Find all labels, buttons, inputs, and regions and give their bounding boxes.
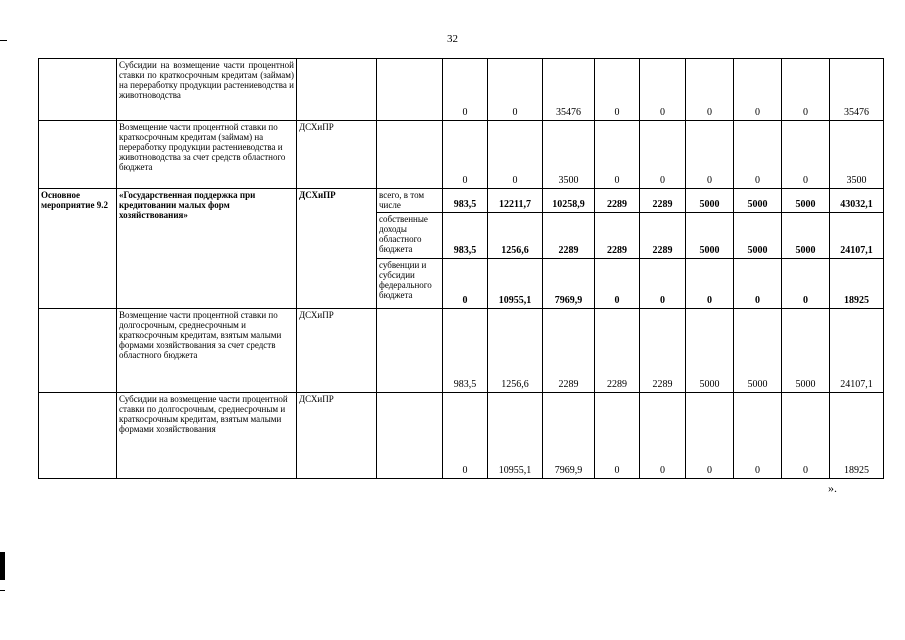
value-cell: 5000 bbox=[782, 309, 830, 393]
total-cell: 43032,1 bbox=[830, 189, 884, 213]
activity-name-cell: Субсидии на возмещение части процентной ставки по краткосрочным кредитам (займам) на переработку продукции растениеводства и животноводства bbox=[117, 59, 297, 121]
total-cell: 3500 bbox=[830, 121, 884, 189]
value-cell: 0 bbox=[686, 59, 734, 121]
value-cell: 0 bbox=[734, 259, 782, 309]
value-cell: 5000 bbox=[686, 189, 734, 213]
budget-table bbox=[38, 58, 884, 479]
executor-cell: ДСХиПР bbox=[297, 309, 377, 393]
value-cell: 7969,9 bbox=[543, 393, 595, 479]
value-cell: 0 bbox=[782, 121, 830, 189]
total-cell: 18925 bbox=[830, 393, 884, 479]
value-cell: 35476 bbox=[543, 59, 595, 121]
value-cell: 0 bbox=[595, 393, 640, 479]
value-cell: 2289 bbox=[543, 213, 595, 259]
value-cell: 0 bbox=[595, 259, 640, 309]
value-cell: 2289 bbox=[595, 213, 640, 259]
scan-edge-mark bbox=[0, 552, 5, 580]
value-cell: 0 bbox=[782, 59, 830, 121]
value-cell: 2289 bbox=[640, 213, 686, 259]
value-cell: 5000 bbox=[686, 309, 734, 393]
activity-name-cell: Возмещение части процентной ставки по долгосрочным, среднесрочным и краткосрочным кредитам, взятым малыми формами хозяйствования за счет средств областного бюджета bbox=[117, 309, 297, 393]
value-cell: 5000 bbox=[734, 309, 782, 393]
value-cell: 7969,9 bbox=[543, 259, 595, 309]
value-cell: 983,5 bbox=[443, 213, 488, 259]
activity-name-cell: Возмещение части процентной ставки по краткосрочным кредитам (займам) на переработку продукции растениеводства и животноводства за счет средств областного бюджета bbox=[117, 121, 297, 189]
value-cell: 2289 bbox=[640, 189, 686, 213]
value-cell: 0 bbox=[782, 393, 830, 479]
value-cell: 983,5 bbox=[443, 309, 488, 393]
executor-cell: ДСХиПР bbox=[297, 393, 377, 479]
closing-quote-mark: ». bbox=[828, 481, 837, 495]
funding-source-cell: собственные доходы областного бюджета bbox=[377, 213, 443, 259]
funding-source-cell bbox=[377, 309, 443, 393]
table-row bbox=[39, 309, 884, 393]
value-cell: 5000 bbox=[734, 213, 782, 259]
value-cell: 0 bbox=[734, 121, 782, 189]
value-cell: 0 bbox=[640, 393, 686, 479]
table-row bbox=[39, 189, 884, 213]
executor-cell bbox=[297, 59, 377, 121]
total-cell: 24107,1 bbox=[830, 309, 884, 393]
scan-edge-mark bbox=[0, 590, 5, 591]
value-cell: 0 bbox=[686, 259, 734, 309]
event-cell bbox=[39, 393, 117, 479]
value-cell: 2289 bbox=[595, 189, 640, 213]
funding-source-cell: субвенции и субсидии федерального бюджета bbox=[377, 259, 443, 309]
value-cell: 5000 bbox=[686, 213, 734, 259]
value-cell: 0 bbox=[782, 259, 830, 309]
executor-cell: ДСХиПР bbox=[297, 121, 377, 189]
executor-cell: ДСХиПР bbox=[297, 189, 377, 309]
value-cell: 2289 bbox=[595, 309, 640, 393]
total-cell: 24107,1 bbox=[830, 213, 884, 259]
value-cell: 1256,6 bbox=[488, 213, 543, 259]
value-cell: 0 bbox=[595, 59, 640, 121]
value-cell: 0 bbox=[443, 259, 488, 309]
value-cell: 0 bbox=[443, 59, 488, 121]
value-cell: 2289 bbox=[543, 309, 595, 393]
value-cell: 5000 bbox=[782, 189, 830, 213]
table-row bbox=[39, 121, 884, 189]
value-cell: 0 bbox=[488, 121, 543, 189]
value-cell: 0 bbox=[640, 59, 686, 121]
event-cell bbox=[39, 59, 117, 121]
value-cell: 1256,6 bbox=[488, 309, 543, 393]
value-cell: 0 bbox=[443, 393, 488, 479]
funding-source-cell: всего, в том числе bbox=[377, 189, 443, 213]
value-cell: 10258,9 bbox=[543, 189, 595, 213]
table-row bbox=[39, 59, 884, 121]
value-cell: 0 bbox=[443, 121, 488, 189]
value-cell: 10955,1 bbox=[488, 259, 543, 309]
value-cell: 0 bbox=[640, 259, 686, 309]
value-cell: 5000 bbox=[734, 189, 782, 213]
value-cell: 3500 bbox=[543, 121, 595, 189]
event-cell bbox=[39, 309, 117, 393]
funding-source-cell bbox=[377, 393, 443, 479]
value-cell: 0 bbox=[640, 121, 686, 189]
total-cell: 18925 bbox=[830, 259, 884, 309]
activity-name-cell: Субсидии на возмещение части процентной ставки по долгосрочным, среднесрочным и краткосрочным кредитам, взятым малыми формами хозяйствования bbox=[117, 393, 297, 479]
value-cell: 0 bbox=[686, 393, 734, 479]
funding-source-cell bbox=[377, 121, 443, 189]
value-cell: 0 bbox=[734, 393, 782, 479]
value-cell: 5000 bbox=[782, 213, 830, 259]
funding-source-cell bbox=[377, 59, 443, 121]
value-cell: 12211,7 bbox=[488, 189, 543, 213]
event-cell: Основное мероприятие 9.2 bbox=[39, 189, 117, 309]
value-cell: 0 bbox=[686, 121, 734, 189]
value-cell: 10955,1 bbox=[488, 393, 543, 479]
value-cell: 0 bbox=[488, 59, 543, 121]
value-cell: 0 bbox=[595, 121, 640, 189]
total-cell: 35476 bbox=[830, 59, 884, 121]
value-cell: 2289 bbox=[640, 309, 686, 393]
value-cell: 0 bbox=[734, 59, 782, 121]
value-cell: 983,5 bbox=[443, 189, 488, 213]
page-number: 32 bbox=[447, 33, 458, 45]
activity-name-cell: «Государственная поддержка при кредитовании малых форм хозяйствования» bbox=[117, 189, 297, 309]
table-row bbox=[39, 393, 884, 479]
event-cell bbox=[39, 121, 117, 189]
